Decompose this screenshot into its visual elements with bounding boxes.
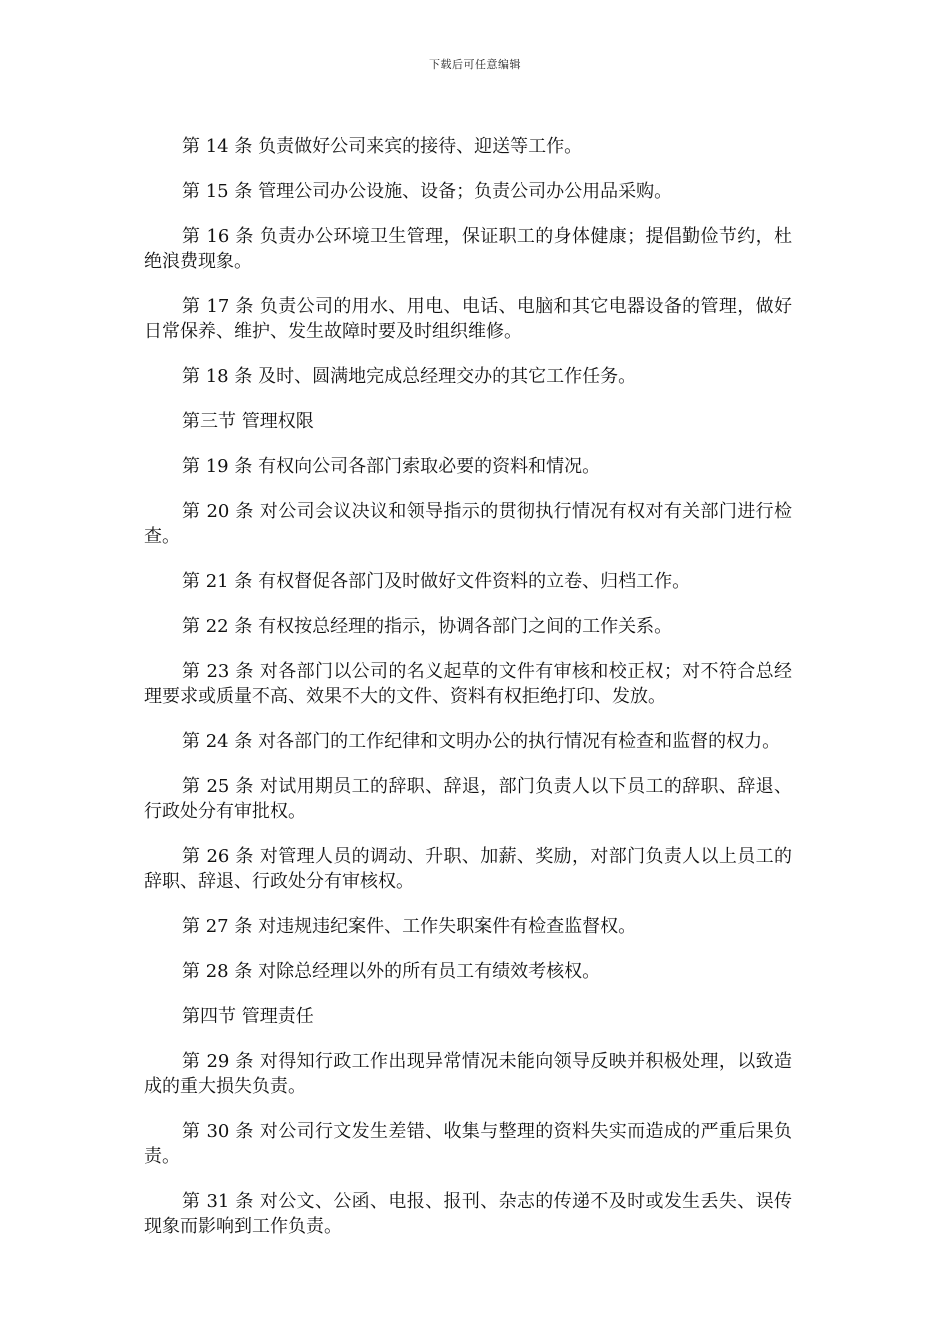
paragraph-article-19: 第 19 条 有权向公司各部门索取必要的资料和情况。: [182, 456, 601, 477]
paragraph-article-14: 第 14 条 负责做好公司来宾的接待、迎送等工作。: [182, 136, 583, 157]
section-heading-3: 第三节 管理权限: [182, 411, 314, 432]
paragraph-article-28: 第 28 条 对除总经理以外的所有员工有绩效考核权。: [182, 961, 601, 982]
paragraph-article-29: 第 29 条 对得知行政工作出现异常情况未能向领导反映并积极处理，以致造成的重大损失负责。: [144, 1051, 792, 1097]
paragraph-article-26: 第 26 条 对管理人员的调动、升职、加薪、奖励，对部门负责人以上员工的辞职、辞退、行政处分有审核权。: [144, 846, 792, 892]
document-body: [144, 134, 792, 1259]
paragraph-article-31: 第 31 条 对公文、公函、电报、报刊、杂志的传递不及时或发生丢失、误传现象而影响到工作负责。: [144, 1191, 792, 1237]
paragraph-article-30: 第 30 条 对公司行文发生差错、收集与整理的资料失实而造成的严重后果负责。: [144, 1121, 792, 1167]
paragraph-article-25: 第 25 条 对试用期员工的辞职、辞退，部门负责人以下员工的辞职、辞退、行政处分有审批权。: [144, 776, 792, 822]
paragraph-article-27: 第 27 条 对违规违纪案件、工作失职案件有检查监督权。: [182, 916, 637, 937]
paragraph-article-22: 第 22 条 有权按总经理的指示，协调各部门之间的工作关系。: [182, 616, 673, 637]
paragraph-article-16: 第 16 条 负责办公环境卫生管理，保证职工的身体健康；提倡勤俭节约，杜绝浪费现象。: [144, 226, 792, 272]
paragraph-article-17: 第 17 条 负责公司的用水、用电、电话、电脑和其它电器设备的管理，做好日常保养、维护、发生故障时要及时组织维修。: [144, 296, 792, 342]
paragraph-article-21: 第 21 条 有权督促各部门及时做好文件资料的立卷、归档工作。: [182, 571, 691, 592]
paragraph-article-23: 第 23 条 对各部门以公司的名义起草的文件有审核和校正权；对不符合总经理要求或质量不高、效果不大的文件、资料有权拒绝打印、发放。: [144, 661, 792, 707]
paragraph-article-20: 第 20 条 对公司会议决议和领导指示的贯彻执行情况有权对有关部门进行检查。: [144, 501, 792, 547]
page-header: 下载后可任意编辑: [429, 58, 521, 71]
section-heading-4: 第四节 管理责任: [182, 1006, 314, 1027]
paragraph-article-15: 第 15 条 管理公司办公设施、设备；负责公司办公用品采购。: [182, 181, 673, 202]
paragraph-article-24: 第 24 条 对各部门的工作纪律和文明办公的执行情况有检查和监督的权力。: [182, 731, 781, 752]
paragraph-article-18: 第 18 条 及时、圆满地完成总经理交办的其它工作任务。: [182, 366, 637, 387]
